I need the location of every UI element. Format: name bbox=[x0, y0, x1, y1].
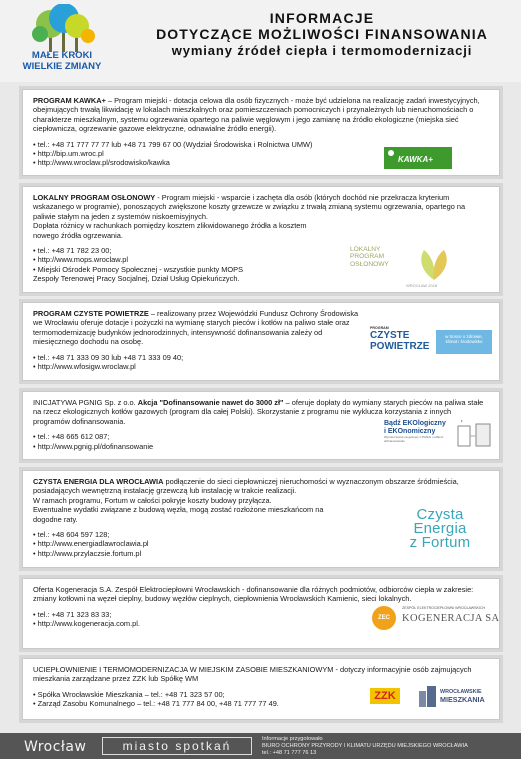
kawka-body: – Program miejski - dotacja celowa dla osób fizycznych - może być udzielona na realizację zadań inwestycyjnych, obejmujących trwałą likwidację w lokalach mieszkalnych oraz pomieszczeniach pomocniczych i przynależnych lub nieruchomościach o charakterze mieszkalnym, systemu ogrzewania opartego na paliwie węglowym i jego zamianę na źródło ekologiczne (miejska sieć ciepłownicza, ogrzewanie gazowe elektryczne, odnawialne źródło energii). bbox=[33, 96, 480, 134]
czyste-link[interactable]: • http://www.wfosigw.wroclaw.pl bbox=[33, 362, 489, 371]
kogeneracja-badge-name: KOGENERACJA SA bbox=[402, 613, 500, 624]
pgnig-phone: • tel.: +48 665 612 087; bbox=[33, 432, 489, 441]
fortum-title: CZYSTA ENERGIA DLA WROCŁAWIA bbox=[33, 477, 164, 486]
title-line3: wymiany źródeł ciepła i termomodernizacji bbox=[171, 43, 473, 58]
pgnig-badge-line1: Bądź EKOlogiczny bbox=[384, 420, 446, 427]
pgnig-title-pre: INICJATYWA PGNIG Sp. z o.o. bbox=[33, 398, 138, 407]
footer-city: Wrocław bbox=[24, 739, 87, 755]
footer-tagline: miasto spotkań bbox=[102, 737, 252, 755]
fortum-link-przylacz[interactable]: • http://www.przylaczsie.fortum.pl bbox=[33, 549, 489, 558]
oslonowy-title: LOKALNY PROGRAM OSŁONOWY bbox=[33, 193, 156, 202]
kogeneracja-badge-small: ZESPÓŁ ELEKTROCIEPŁOWNI WROCŁAWSKICH bbox=[402, 606, 486, 610]
oslonowy-link-mops[interactable]: • http://www.mops.wroclaw.pl bbox=[33, 255, 489, 264]
oslonowy-badge-line2: PROGRAM bbox=[350, 253, 385, 261]
kogeneracja-badge bbox=[402, 606, 502, 636]
footer-info2: BIURO OCHRONY PRZYRODY I KLIMATU URZĘDU MIEJSKIEGO WROCŁAWIA bbox=[262, 742, 468, 749]
zzk-logo-text: ZZK bbox=[374, 690, 396, 702]
fortum-badge-line3: z Fortum bbox=[409, 534, 471, 551]
pgnig-badge-line2: i EKOnomiczny bbox=[384, 428, 436, 435]
title-line2: DOTYCZĄCE MOŻLIWOŚCI FINANSOWANIA bbox=[156, 26, 488, 42]
wm-badge-line2: MIESZKANIA bbox=[440, 695, 485, 704]
bird-icon bbox=[388, 150, 394, 156]
fortum-body3: Ewentualne wydatki związane z budową węzła, mogą zostać rozłożone mieszkańcom na dogodne raty. bbox=[33, 505, 324, 524]
zzk-body: UCIEPŁOWNIENIE I TERMOMODERNIZACJA W MIEJSKIM ZASOBIE MIESZKANIOWYM - dotyczy informacyjnie osób zajmujących mieszkania zarządzane przez ZZK lub Spółkę WM bbox=[33, 665, 472, 684]
czyste-badge-line1: CZYSTE bbox=[370, 330, 410, 341]
kawka-badge bbox=[384, 147, 452, 169]
fortum-body: podłączenie do sieci ciepłowniczej nieruchomości w wyznaczonym obszarze śródmieścia, posiadających wewnętrzną instalację grzewczą lub instalację w trakcie realizacji. bbox=[33, 477, 459, 496]
oslonowy-body: - Program miejski - wsparcie i zachęta dla osób (których dochód nie przekracza kryterium wskazanego w programie), ponoszących zwiększone koszty grzewcze w związku z trwałą zmianą systemu ogrzewania, opartego na paliwie stałym na jeden z systemów niskoemisyjnych. bbox=[33, 193, 466, 221]
pgnig-badge-small: Wymień kocioł na gazowy z PGNiG i odbierz dofinansowanie bbox=[384, 435, 444, 443]
zzk-zzk-phone: • Zarząd Zasobu Komunalnego – tel.: +48 71 777 84 00, +48 71 777 77 49. bbox=[33, 699, 489, 708]
czyste-phone: • tel.: +48 71 333 09 30 lub +48 71 333 09 40; bbox=[33, 353, 489, 362]
wm-badge bbox=[440, 688, 502, 704]
czyste-title: PROGRAM CZYSTE POWIETRZE bbox=[33, 309, 149, 318]
kogeneracja-body: Oferta Kogeneracja S.A. Zespół Elektrociepłowni Wrocławskich - dofinansowanie dla różnych podmiotów, odbiorców ciepła w zakresie: zmiany kotłowni na węzeł cieplny, budowy węzłów cieplnych, ciepłownienia Wrocławskich Kamienic, sieci lokalnych. bbox=[33, 585, 474, 604]
czyste-body: – realizowany przez Wojewódzki Fundusz Ochrony Środowiska we Wrocławiu oferuje dotacje i pożyczki na wymianę starych pieców i kotłów na paliwo stałe oraz termomodernizację budynków jednorodzinnych, intensywność dofinansowania zależy od miesięcznego dochodu na osobę. bbox=[33, 309, 359, 347]
zec-logo-icon: ZEC bbox=[372, 606, 396, 630]
oslonowy-phone: • tel.: +48 71 782 23 00; bbox=[33, 246, 489, 255]
header-titles bbox=[128, 10, 516, 59]
kawka-phone: • tel.: +48 71 777 77 77 lub +48 71 799 67 00 (Wydział Środowiska i Rolnictwa UMW) bbox=[33, 140, 489, 149]
oslonowy-badge-small: WROCŁAW 2018 bbox=[406, 283, 438, 288]
oslonowy-badge bbox=[350, 246, 400, 286]
kogeneracja-phone: • tel.: +48 71 323 83 33; bbox=[33, 610, 489, 619]
wm-badge-line1: WROCŁAWSKIE bbox=[440, 689, 482, 695]
czyste-badge-small: PROGRAM bbox=[370, 326, 389, 330]
kawka-badge-text: KAWKA+ bbox=[398, 155, 433, 164]
fortum-badge-line1: Czysta bbox=[416, 506, 464, 523]
pgnig-body: – oferuje dopłaty do wymiany starych pieców na paliwa stałe na rzecz ekologicznych kotłów gazowych (program dla całej Polski). Skorzystanie z programu nie wyklucza korzystania z innych programów dofinansowania. bbox=[33, 398, 484, 426]
zzk-logo-icon bbox=[370, 684, 400, 710]
kawka-title: PROGRAM KAWKA+ bbox=[33, 96, 106, 105]
boiler-icon bbox=[454, 420, 494, 452]
zzk-wm-phone: • Spółka Wrocławskie Mieszkania – tel.: +48 71 323 57 00; bbox=[33, 690, 489, 699]
logo-text bbox=[8, 50, 116, 72]
czyste-badge-side: w trosce o zdrowie, klimat i środowisko bbox=[436, 330, 492, 354]
buildings-icon bbox=[418, 685, 438, 707]
footer-info1: Informacje przygotowało bbox=[262, 736, 323, 742]
fortum-badge bbox=[392, 508, 488, 558]
oslonowy-contact-extra: Zespoły Terenowej Pracy Socjalnej, Dział Usług Opiekuńczych. bbox=[33, 274, 240, 284]
oslonowy-body2: Dopłata różnicy w rachunkach pomiędzy kosztem zlikwidowanego źródła a kosztem nowego źródła ogrzewania. bbox=[33, 221, 307, 240]
oslonowy-mops: • Miejski Ośrodek Pomocy Społecznej - wszystkie punkty MOPS bbox=[33, 265, 489, 274]
fortum-body2: W ramach programu, Fortum w całości pokryje koszty budowy przyłącza. bbox=[33, 495, 272, 505]
footer-info3: tel.: +48 71 777 76 13 bbox=[262, 749, 317, 756]
leaf-icon bbox=[412, 246, 456, 282]
oslonowy-badge-text bbox=[350, 246, 400, 268]
footer-info bbox=[262, 736, 468, 756]
kawka-link-wroclaw[interactable]: • http://www.wroclaw.pl/srodowisko/kawka bbox=[33, 158, 489, 167]
kogeneracja-link[interactable]: • http://www.kogeneracja.com.pl. bbox=[33, 619, 489, 628]
kawka-link-bip[interactable]: • http://bip.um.wroc.pl bbox=[33, 149, 489, 158]
oslonowy-badge-line1: LOKALNY bbox=[350, 246, 381, 253]
fortum-phone: • tel.: +48 604 597 128; bbox=[33, 530, 489, 539]
pgnig-link[interactable]: • http://www.pgnig.pl/dofinansowanie bbox=[33, 442, 489, 451]
logo-line2: WIELKIE ZMIANY bbox=[22, 61, 102, 72]
title-line1: INFORMACJE bbox=[269, 10, 375, 26]
fortum-link-energia[interactable]: • http://www.energiadlawroclawia.pl bbox=[33, 539, 489, 548]
czyste-badge-line2: POWIETRZE bbox=[370, 341, 430, 352]
fortum-badge-line2: Energia bbox=[413, 520, 467, 537]
logo-line1: MAŁE KROKI bbox=[31, 50, 93, 61]
pgnig-title: Akcja "Dofinansowanie nawet do 3000 zł" bbox=[137, 398, 284, 407]
oslonowy-badge-line3: OSŁONOWY bbox=[350, 260, 389, 268]
czyste-badge bbox=[370, 326, 434, 360]
